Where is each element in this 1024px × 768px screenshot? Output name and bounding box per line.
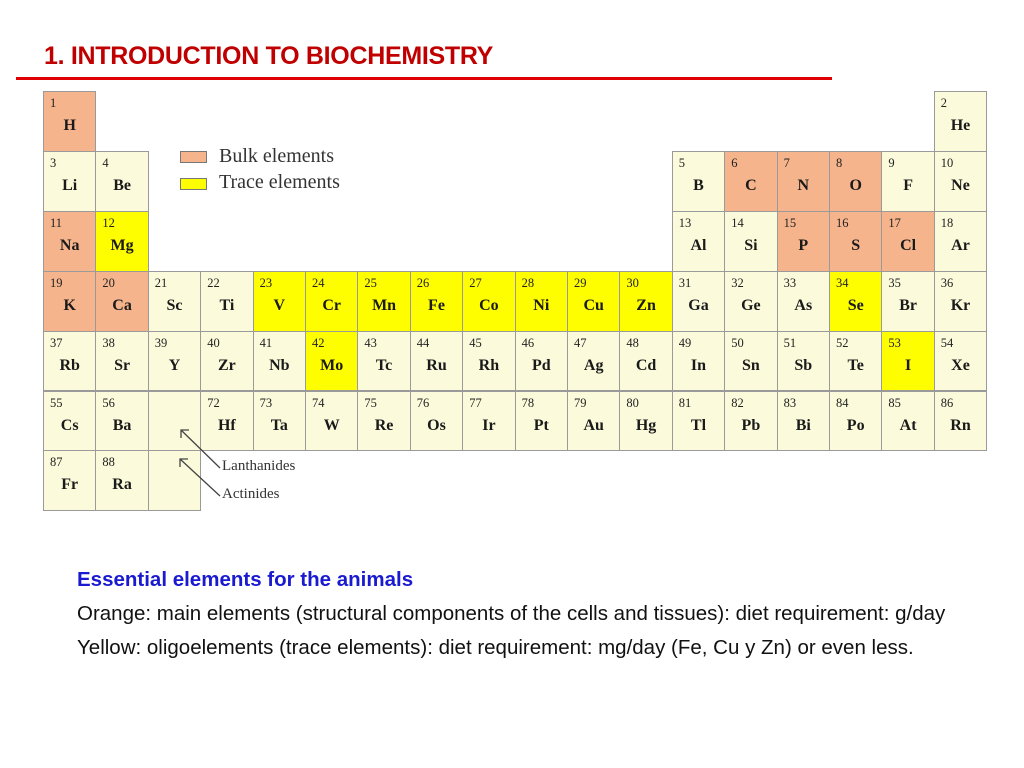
element-cell-nb [253, 331, 306, 392]
element-cell-rn [934, 391, 987, 452]
element-cell-ir [462, 391, 515, 452]
periodic-table [43, 91, 986, 514]
element-symbol: Ti [219, 296, 235, 314]
element-symbol: Na [59, 236, 80, 254]
atomic-number: 18 [940, 215, 954, 230]
element-cell-h [43, 91, 96, 152]
atomic-number: 4 [102, 155, 109, 170]
element-symbol: B [693, 176, 704, 194]
element-symbol: Zn [636, 296, 656, 314]
element-cell-cs [43, 391, 96, 452]
element-cell-v [253, 271, 306, 332]
atomic-number: 54 [940, 335, 954, 350]
atomic-number: 27 [469, 275, 482, 290]
atomic-number: 55 [50, 395, 63, 410]
element-cell-sb [777, 331, 830, 392]
lanthanides-arrow [181, 430, 220, 468]
atomic-number: 43 [364, 335, 377, 350]
legend-label-bulk: Bulk elements [219, 145, 334, 167]
element-cell-he [934, 91, 987, 152]
element-symbol: In [690, 356, 707, 374]
element-cell-ag [567, 331, 620, 392]
element-symbol: Al [690, 236, 707, 254]
description-heading: Essential elements for the animals [77, 568, 414, 591]
atomic-number: 48 [626, 335, 639, 350]
element-symbol: Y [168, 356, 181, 374]
element-cell-p [777, 211, 830, 272]
element-symbol: Ne [951, 176, 970, 194]
element-cell-br [881, 271, 934, 332]
description-orange: Orange: main elements (structural components of the cells and tissues): diet requirement: g/day [77, 602, 946, 625]
atomic-number: 46 [521, 335, 535, 350]
element-symbol: Br [899, 296, 917, 314]
element-symbol: Co [479, 296, 499, 314]
element-symbol: Sc [166, 296, 183, 314]
element-cell-ne [934, 151, 987, 212]
element-cell-cl [881, 211, 934, 272]
element-cell-tc [357, 331, 410, 392]
atomic-number: 32 [731, 275, 744, 290]
element-symbol: Zr [217, 356, 236, 374]
element-cell-cu [567, 271, 620, 332]
atomic-number: 74 [312, 395, 325, 410]
element-symbol: Sb [794, 356, 813, 374]
atomic-number: 2 [940, 96, 948, 110]
element-symbol: Kr [950, 296, 971, 314]
element-symbol: Re [374, 416, 394, 434]
element-cell-rb [43, 331, 96, 392]
element-symbol: K [63, 296, 76, 314]
atomic-number: 17 [888, 215, 901, 230]
element-symbol: Cu [583, 296, 604, 314]
atomic-number: 39 [154, 335, 168, 350]
element-cell-li [43, 151, 96, 212]
element-cell-y [148, 331, 201, 392]
atomic-number: 5 [678, 155, 686, 170]
element-cell-sr [95, 331, 148, 392]
element-symbol: Cd [635, 356, 657, 374]
atomic-number: 76 [416, 395, 430, 410]
element-cell-ba [95, 391, 148, 452]
atomic-number: 56 [102, 395, 115, 410]
element-symbol: V [273, 296, 286, 314]
element-cell-in [672, 331, 725, 392]
atomic-number: 50 [731, 335, 744, 350]
element-symbol: F [903, 176, 913, 194]
element-cell-s [829, 211, 882, 272]
element-cell-re [357, 391, 410, 452]
atomic-number: 53 [888, 335, 901, 350]
legend-label-trace: Trace elements [219, 171, 340, 193]
element-cell-ta [253, 391, 306, 452]
element-cell-po [829, 391, 882, 452]
element-symbol: Pb [741, 416, 761, 434]
element-symbol: Ir [482, 416, 496, 434]
atomic-number: 7 [783, 155, 790, 170]
element-cell-cr [305, 271, 358, 332]
atomic-number: 34 [836, 275, 849, 290]
element-symbol: Rh [478, 356, 500, 374]
element-symbol: H [63, 117, 76, 134]
atomic-number: 36 [940, 275, 954, 290]
element-cell-te [829, 331, 882, 392]
atomic-number: 44 [416, 335, 430, 350]
atomic-number: 28 [521, 275, 535, 290]
element-cell-b [672, 151, 725, 212]
description-block [77, 563, 953, 665]
element-symbol: Li [62, 176, 78, 194]
atomic-number: 38 [102, 335, 115, 350]
atomic-number: 22 [207, 275, 220, 290]
element-symbol: Nb [269, 356, 290, 374]
element-symbol: W [323, 416, 340, 434]
element-symbol: Os [427, 416, 446, 434]
atomic-number: 24 [312, 275, 325, 290]
element-symbol: Mo [320, 356, 344, 374]
element-cell-pt [515, 391, 568, 452]
element-symbol: Au [583, 416, 604, 434]
atomic-number: 16 [836, 215, 849, 230]
legend-swatch-bulk [180, 151, 207, 163]
atomic-number: 88 [102, 455, 115, 470]
element-cell-tl [672, 391, 725, 452]
element-symbol: Cl [900, 236, 917, 254]
element-cell-co [462, 271, 515, 332]
element-cell-os [410, 391, 463, 452]
element-symbol: Ga [688, 296, 709, 314]
element-symbol: Ar [951, 236, 970, 254]
element-symbol: As [794, 296, 813, 314]
element-symbol: Rn [950, 416, 971, 434]
element-cell-zr [200, 331, 253, 392]
description-yellow: Yellow: oligoelements (trace elements): diet requirement: mg/day (Fe, Cu y Zn) or even less. [77, 636, 914, 659]
element-cell-mn [357, 271, 410, 332]
element-symbol: Ag [583, 356, 604, 374]
atomic-number: 30 [626, 275, 639, 290]
element-symbol: Mn [372, 296, 397, 314]
element-cell-w [305, 391, 358, 452]
atomic-number: 23 [259, 275, 273, 290]
atomic-number: 75 [364, 395, 377, 410]
element-cell-k [43, 271, 96, 332]
element-symbol: Ru [426, 356, 447, 374]
atomic-number: 19 [50, 275, 63, 290]
element-cell-sc [148, 271, 201, 332]
atomic-number: 9 [888, 155, 895, 170]
element-symbol: Si [744, 236, 758, 254]
element-cell-be [95, 151, 148, 212]
legend-swatch-trace [180, 178, 207, 190]
element-symbol: Rb [59, 356, 80, 374]
atomic-number: 47 [574, 335, 587, 350]
element-symbol: Ba [112, 416, 132, 434]
element-cell-at [881, 391, 934, 452]
element-cell-mg [95, 211, 148, 272]
element-cell-ge [724, 271, 777, 332]
atomic-number: 80 [626, 395, 639, 410]
element-symbol: Xe [951, 356, 970, 374]
atomic-number: 6 [731, 155, 738, 170]
element-cell-xe [934, 331, 987, 392]
element-symbol: Te [847, 356, 864, 374]
element-symbol: I [904, 356, 912, 374]
element-cell-f [881, 151, 934, 212]
element-symbol: Cs [60, 416, 79, 434]
element-symbol: Cr [322, 296, 342, 314]
atomic-number: 33 [783, 275, 797, 290]
element-cell-ca [95, 271, 148, 332]
element-symbol: Ca [112, 296, 132, 314]
element-cell-n [777, 151, 830, 212]
atomic-number: 49 [678, 335, 692, 350]
atomic-number: 25 [364, 275, 377, 290]
element-symbol: Tl [690, 416, 707, 434]
element-symbol: Hf [217, 416, 236, 434]
atomic-number: 21 [154, 275, 168, 290]
element-symbol: Ni [533, 296, 550, 314]
atomic-number: 20 [102, 275, 115, 290]
atomic-number: 12 [102, 215, 115, 230]
element-symbol: Ge [741, 296, 761, 314]
atomic-number: 41 [259, 335, 273, 350]
atomic-number: 84 [836, 395, 849, 410]
atomic-number: 77 [469, 395, 482, 410]
element-cell-mo [305, 331, 358, 392]
atomic-number: 11 [50, 215, 63, 230]
atomic-number: 81 [678, 395, 692, 410]
atomic-number: 45 [469, 335, 482, 350]
element-cell-ga [672, 271, 725, 332]
atomic-number: 1 [50, 96, 57, 110]
element-symbol: Mg [110, 236, 134, 254]
atomic-number: 35 [888, 275, 901, 290]
atomic-number: 31 [678, 275, 692, 290]
element-cell-sn [724, 331, 777, 392]
element-cell-fe [410, 271, 463, 332]
atomic-number: 73 [259, 395, 273, 410]
title-underline [16, 77, 832, 80]
element-symbol: P [798, 236, 809, 254]
atomic-number: 3 [50, 155, 57, 170]
lanthanides-label: Lanthanides [222, 458, 296, 474]
actinides-label: Actinides [222, 486, 280, 502]
element-symbol: Sn [741, 356, 760, 374]
atomic-number: 85 [888, 395, 901, 410]
atomic-number: 83 [783, 395, 797, 410]
element-symbol: S [851, 236, 861, 254]
element-symbol: Hg [635, 416, 657, 434]
element-cell-rh [462, 331, 515, 392]
atomic-number: 82 [731, 395, 744, 410]
atomic-number: 10 [940, 155, 954, 170]
element-symbol: Fe [428, 296, 445, 314]
atomic-number: 37 [50, 335, 63, 350]
element-cell-pd [515, 331, 568, 392]
element-cell-se [829, 271, 882, 332]
element-cell-ti [200, 271, 253, 332]
element-symbol: Pd [531, 356, 551, 374]
element-cell-pb [724, 391, 777, 452]
element-cell-bi [777, 391, 830, 452]
atomic-number: 78 [521, 395, 535, 410]
element-cell-zn [619, 271, 672, 332]
atomic-number: 8 [836, 155, 843, 170]
element-symbol: Be [113, 176, 131, 194]
element-symbol: Tc [375, 356, 393, 374]
element-cell-si [724, 211, 777, 272]
element-symbol: O [849, 176, 862, 194]
atomic-number: 29 [574, 275, 587, 290]
element-cell-ni [515, 271, 568, 332]
atomic-number: 42 [312, 335, 325, 350]
atomic-number: 15 [783, 215, 797, 230]
atomic-number: 40 [207, 335, 220, 350]
element-cell-cd [619, 331, 672, 392]
element-symbol: Se [847, 296, 864, 314]
atomic-number: 51 [783, 335, 797, 350]
atomic-number: 14 [731, 215, 744, 230]
atomic-number: 13 [678, 215, 692, 230]
element-cell-ra [95, 450, 148, 511]
element-symbol: Bi [795, 416, 811, 434]
element-cell-au [567, 391, 620, 452]
element-cell-o [829, 151, 882, 212]
element-cell-as [777, 271, 830, 332]
element-cell-i [881, 331, 934, 392]
atomic-number: 86 [940, 395, 954, 410]
element-symbol: Ta [270, 416, 288, 434]
actinides-arrow [180, 459, 220, 496]
element-symbol: Pt [533, 416, 549, 434]
atomic-number: 52 [836, 335, 849, 350]
element-symbol: Ra [112, 476, 132, 494]
element-cell-al [672, 211, 725, 272]
slide-title: 1. INTRODUCTION TO BIOCHEMISTRY [44, 42, 494, 70]
element-cell-fr [43, 450, 96, 511]
element-cell-c [724, 151, 777, 212]
atomic-number: 26 [416, 275, 430, 290]
element-symbol: At [899, 416, 917, 434]
element-symbol: Sr [114, 356, 131, 374]
pointer-arrows [175, 424, 225, 504]
atomic-number: 72 [207, 395, 220, 410]
element-cell-kr [934, 271, 987, 332]
element-cell-ar [934, 211, 987, 272]
element-symbol: C [745, 176, 757, 194]
element-symbol: Fr [61, 476, 79, 494]
element-symbol: N [797, 176, 810, 194]
element-symbol: He [950, 117, 971, 134]
atomic-number: 87 [50, 455, 63, 470]
atomic-number: 79 [574, 395, 587, 410]
element-cell-hg [619, 391, 672, 452]
element-cell-ru [410, 331, 463, 392]
element-symbol: Po [846, 416, 865, 434]
element-cell-na [43, 211, 96, 272]
